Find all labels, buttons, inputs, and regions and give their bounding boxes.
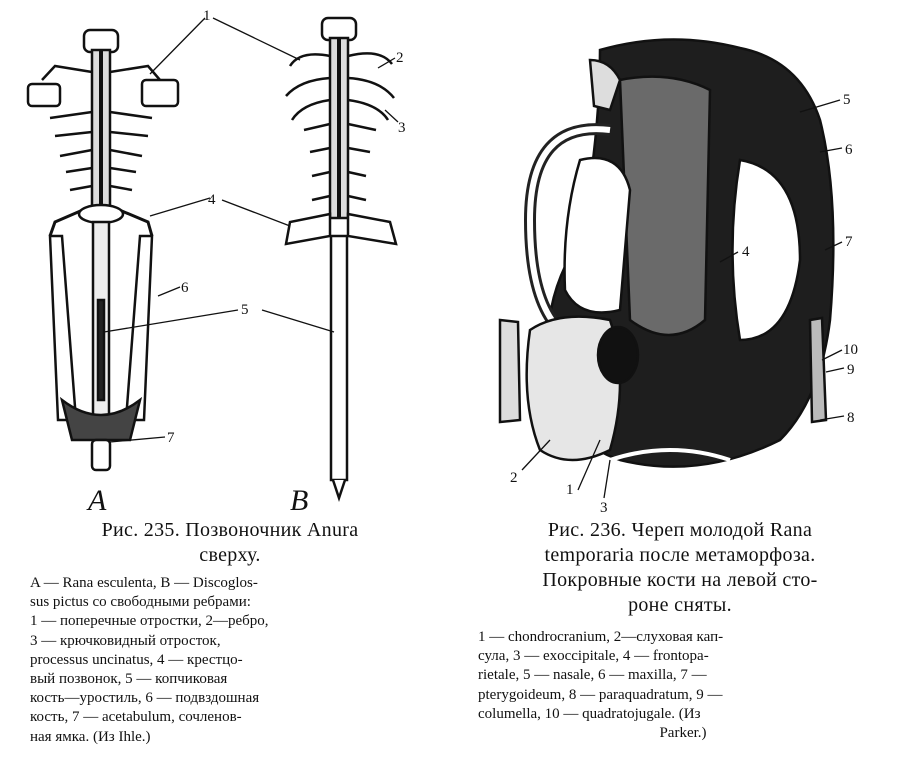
legend-line: A — Rana esculenta, B — Discoglos-	[30, 575, 258, 591]
legend-line: processus uncinatus, 4 — крестцо-	[30, 651, 243, 668]
legend-line: кость—уростиль, 6 — подвздошная	[30, 690, 260, 707]
legend-line: Parker.)	[659, 724, 707, 741]
callout-3: 3	[398, 120, 406, 136]
caption-title-line-1: Рис. 236. Череп молодой Rana	[547, 519, 813, 541]
callout-6: 6	[845, 142, 853, 158]
callout-2: 2	[396, 50, 404, 66]
figure-236-caption	[470, 518, 890, 618]
figure-235-caption	[20, 518, 440, 568]
callout-1: 1	[203, 8, 211, 24]
legend-line: 1 — поперечные отростки, 2—ребро,	[30, 613, 269, 630]
skull-drawing	[500, 39, 833, 466]
callout-4: 4	[208, 192, 216, 208]
caption-title-line-1: Рис. 235. Позвоночник Anura	[101, 519, 359, 541]
callout-2: 2	[510, 470, 518, 486]
panel-label-b: B	[290, 484, 309, 517]
legend-line: sus pictus со свободными ребрами:	[30, 594, 251, 611]
legend-line: columella, 10 — quadratojugale. (Из	[478, 705, 701, 722]
legend-line: rietale, 5 — nasale, 6 — maxilla, 7 —	[478, 667, 707, 684]
figure-236-legend	[478, 628, 888, 743]
callout-1: 1	[566, 482, 574, 498]
callout-7: 7	[167, 430, 175, 446]
callout-8: 8	[847, 410, 855, 426]
callout-6: 6	[181, 280, 189, 296]
callout-5: 5	[241, 302, 249, 318]
figure-235-illustration	[0, 0, 450, 520]
legend-line: вый позвонок, 5 — копчиковая	[30, 670, 228, 687]
panel-label-a: A	[88, 484, 107, 517]
legend-line: pterygoideum, 8 — paraquadratum, 9 —	[478, 686, 723, 703]
legend-line: 1 — chondrocranium, 2—слуховая кап-	[478, 629, 724, 645]
callout-7: 7	[845, 234, 853, 250]
caption-title-line-4: роне сняты.	[628, 594, 732, 616]
callout-4: 4	[742, 244, 750, 260]
figure-236-illustration	[470, 20, 906, 520]
callout-9: 9	[847, 362, 855, 378]
figure-236-svg	[470, 20, 906, 520]
caption-title-line-3: Покровные кости на левой сто-	[542, 569, 818, 591]
legend-line: кость, 7 — acetabulum, сочленов-	[30, 709, 242, 726]
skeleton-a	[28, 30, 178, 470]
callout-3: 3	[600, 500, 608, 516]
callout-5: 5	[843, 92, 851, 108]
legend-line: ная ямка. (Из Ihle.)	[30, 728, 151, 745]
legend-line: сула, 3 — exoccipitale, 4 — frontopa-	[478, 648, 709, 665]
skeleton-b	[286, 18, 396, 498]
callout-10: 10	[843, 342, 858, 358]
figure-235-legend	[30, 574, 430, 747]
legend-line: 3 — крючковидный отросток,	[30, 632, 221, 649]
figure-235-svg	[0, 0, 450, 520]
caption-title-line-2: сверху.	[199, 544, 261, 566]
caption-title-line-2: temporaria после метаморфоза.	[544, 544, 816, 566]
